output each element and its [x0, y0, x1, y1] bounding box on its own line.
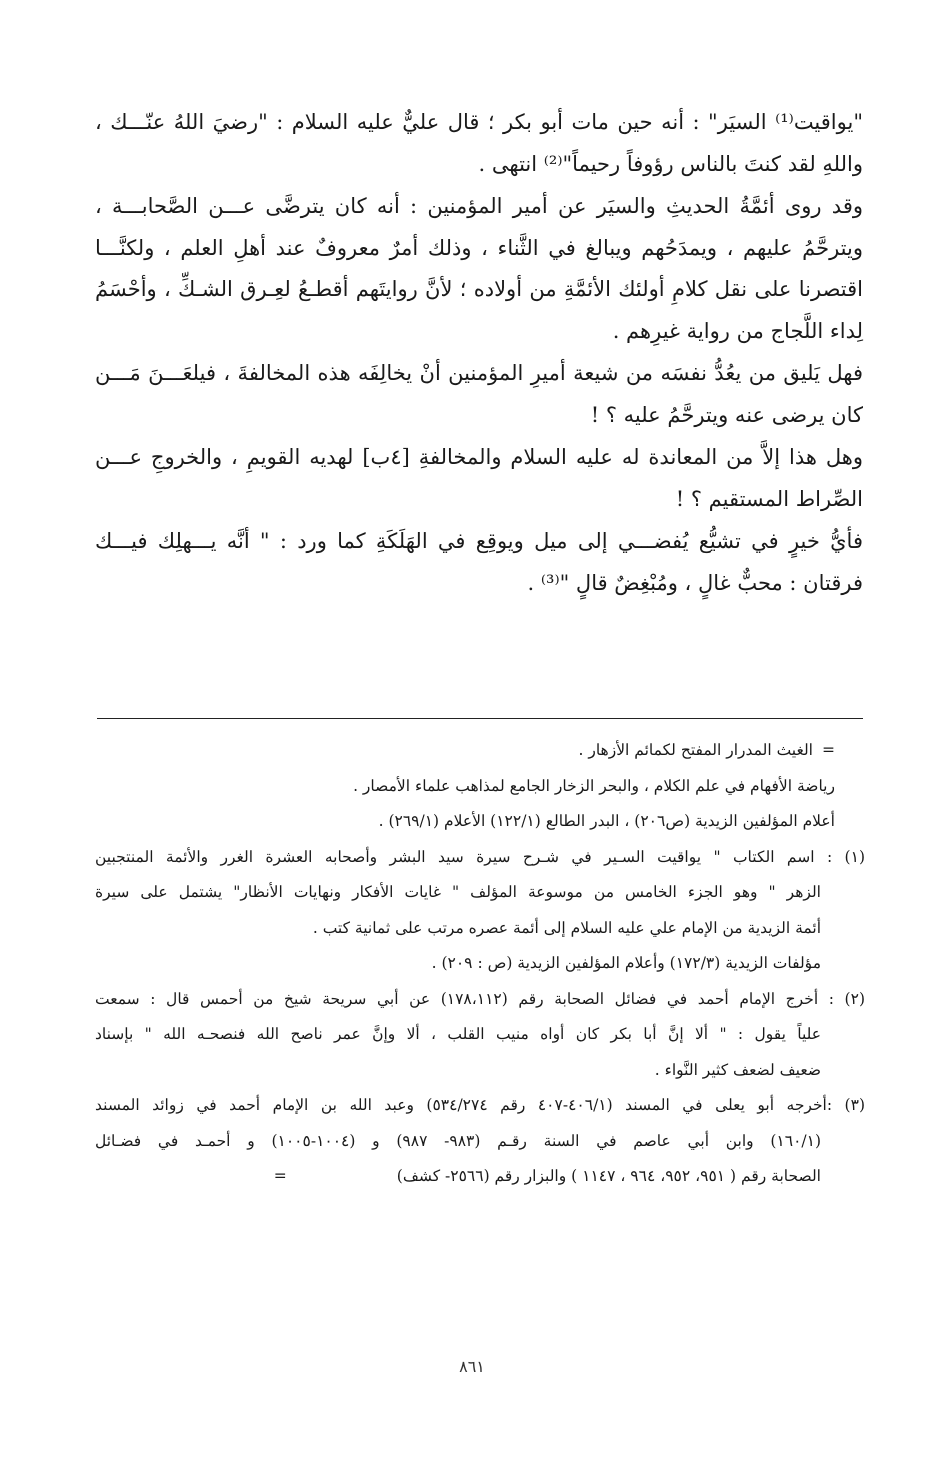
paragraph: فأيُّ خيرٍ في تشيُّع يُفضـــي إلى ميل ويوقِع في الهَلَكَةِ كما ورد : " أنَّه يـــهلِك فيـــك فرقتان : محبٌّ غالٍ ، ومُبْغِضٌ قالٍ "⁽³⁾ .: [95, 529, 863, 595]
footnote-line: أعلام المؤلفين الزيدية (ص٢٠٦) ، البدر الطالع (١٢٢/١) الأعلام (٢٦٩/١) .: [378, 812, 835, 830]
footnote-line: مؤلفات الزيدية (١٧٢/٣) وأعلام المؤلفين الزيدية (ص : ٢٠٩) .: [431, 954, 821, 972]
footnote-line: الصحابة رقم ( ٩٥١، ٩٥٢، ٩٦٤ ، ١١٤٧ ) والبزار رقم (٢٥٦٦- كشف)=: [95, 1159, 865, 1195]
paragraph: "يواقيت⁽¹⁾ السيَر" : أنه حين مات أبو بكر ؛ قال عليٌّ عليه السلام : "رضيَ اللهُ عنّـــك ، واللهِ لقد كنتَ بالناس رؤوفاً رحيماً"⁽²⁾ انتهى .: [95, 110, 863, 176]
footnote-divider: [97, 718, 863, 719]
footnote-line: (٣) :أخرجه أبو يعلى في المسند (٤٠٦/١-٤٠٧ رقم ٥٣٤/٢٧٤) وعبد الله بن الإمام أحمد في زوائد المسند: [95, 1096, 865, 1114]
footnote-line: (٢) : أخرج الإمام أحمد في فضائل الصحابة رقم (١٧٨،١١٢) عن أبي سريحة شيخ من أحمس قال : سمعت: [95, 989, 865, 1008]
continuation-mark: =: [822, 741, 835, 759]
main-text: [95, 102, 863, 604]
footnote-number: (٣) :: [826, 1096, 865, 1114]
footnote-line: رياضة الأفهام في علم الكلام ، والبحر الزخار الجامع لمذاهب علماء الأمصار .: [353, 776, 835, 795]
footnote-3: [95, 1088, 865, 1195]
footnote-1: [95, 840, 865, 982]
footnote-2: [95, 982, 865, 1089]
footnote-line: أئمة الزيدية من الإمام علي عليه السلام إلى أئمة عصره مرتب على ثمانية كتب .: [312, 918, 821, 937]
footnote-line: =الغيث المدرار المفتح لكمائم الأزهار .: [95, 733, 835, 769]
footnote-line: الزهر " وهو الجزء الخامس من موسوعة المؤلف " غايات الأفكار ونهايات الأنظار" يشتمل على سيرة: [95, 883, 821, 901]
footnote-number: (٢) :: [828, 989, 865, 1008]
paragraph: فهل يَليق من يعُدُّ نفسَه من شيعة أميرِ المؤمنين أنْ يخالِفَه هذه المخالفةَ ، فيلعَـــنَ مَـــن كان يرضى عنه ويترحَّمُ عليه ؟ !: [95, 361, 863, 427]
paragraph: وقد روى أئمَّةُ الحديثِ والسيَر عن أمير المؤمنين : أنه كان يترضَّى عـــن الصَّحابـــة ، ويترحَّمُ عليهم ، ويمدَحُهم ويبالغ في الثَّناء ، وذلك أمرٌ معروفٌ عند أهلِ العلم ، ولكنَّـــا اقتصرنا على نقل كلامِ أولئك الأئمَّةِ من أولاده ؛ لأنَّ روايتَهم أقطـعُ لعِـرق الشـكِّ ، وأحْسَمُ لِداء اللَّجاج من رواية غيرِهم .: [95, 194, 863, 343]
footnote-line: (١٦٠/١) وابن أبي عاصم في السنة رقـم (٩٨٣- ٩٨٧) و (١٠٠٤-١٠٠٥) و أحمـد في فضـائل: [95, 1131, 822, 1150]
footnote-line: (١) : اسم الكتاب " يواقيت السـير في شـرح سيرة سيد البشر وأصحابه العشرة الغرر والأئمة المنتجبين: [95, 847, 865, 866]
footnote-line: ضعيف لضعف كثير النَّواء .: [654, 1060, 821, 1079]
footnote-continuation: [95, 733, 865, 840]
page-number: ٨٦١: [459, 1357, 485, 1376]
footnote-number: (١) :: [826, 847, 865, 866]
continuation-mark: =: [273, 1167, 287, 1185]
footnote-line: علياً يقول : " ألا إنَّ أبا بكر كان أواه منيب القلب ، ألا وإنَّ عمر ناصح الله فنصحـه الله " بإسناد: [95, 1025, 821, 1043]
paragraph: وهل هذا إلاَّ من المعاندة له عليه السلام والمخالفةِ [٤ب] لهديه القويمِ ، والخروجِ عـــن الصِّراط المستقيم ؟ !: [95, 445, 863, 511]
footnotes: [95, 733, 865, 1195]
